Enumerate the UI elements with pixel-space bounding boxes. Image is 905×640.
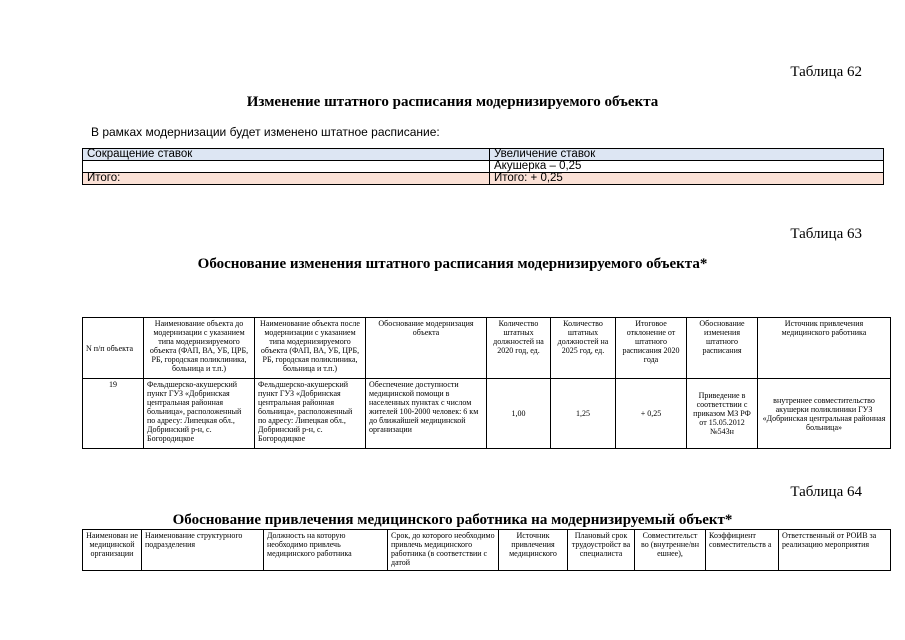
total-cell: Итого: + 0,25	[490, 173, 884, 185]
table-row	[83, 161, 884, 173]
table-cell: Фельдшерско-акушерский пункт ГУЗ «Добринская центральная районная больница», расположенный по адресу: Липецкая обл., Добринский р-н, с. Богородицкое	[144, 379, 255, 449]
header-cell: Совместительст во (внутренне/вн ешнее),	[635, 530, 706, 571]
table-row	[83, 149, 884, 161]
table-row	[83, 379, 891, 449]
header-cell: N п/п объекта	[83, 318, 144, 379]
table-cell: 1,25	[551, 379, 616, 449]
table-cell: 1,00	[487, 379, 551, 449]
header-cell: Увеличение ставок	[490, 149, 884, 161]
table-62-number: Таблица 62	[790, 64, 862, 80]
table-64-title: Обоснование привлечения медицинского работника на модернизируемый объект*	[172, 512, 733, 528]
header-cell: Количество штатных должностей на 2020 год, ед.	[487, 318, 551, 379]
staff-justification-table	[82, 317, 891, 449]
table-cell: Фельдшерско-акушерский пункт ГУЗ «Добринская центральная районная больница», расположенный по адресу: Липецкая обл., Добринский р-н, с. Богородицкое	[255, 379, 366, 449]
staff-change-table	[82, 148, 884, 185]
header-cell: Обоснование модернизация объекта	[366, 318, 487, 379]
table-cell: Приведение в соответствии с приказом МЗ РФ от 15.05.2012 №543н	[687, 379, 758, 449]
table-cell: Обеспечение доступности медицинской помощи в населенных пунктах с числом жителей 100-2000 человек: 6 км до ближайшей медицинской организации	[366, 379, 487, 449]
table-62-intro: В рамках модернизации будет изменено штатное расписание:	[91, 125, 440, 139]
header-cell: Источник привлечения медицинского работника	[758, 318, 891, 379]
table-62-title: Изменение штатного расписания модернизируемого объекта	[246, 94, 659, 110]
header-cell: Наименование объекта до модернизации с указанием типа модернизируемого объекта (ФАП, ВА, УБ, ЦРБ, РБ, городская поликлиника, больница и т.п.)	[144, 318, 255, 379]
table-cell: Акушерка – 0,25	[490, 161, 884, 173]
table-63-number: Таблица 63	[790, 226, 862, 242]
header-cell: Наименован ие медицинской организации	[83, 530, 142, 571]
header-cell: Ответственный от РОИВ за реализацию мероприятия	[779, 530, 891, 571]
header-cell: Наименование структурного подразделения	[142, 530, 264, 571]
header-cell: Итоговое отклонение от штатного расписания 2020 года	[616, 318, 687, 379]
table-cell: 19	[83, 379, 144, 449]
header-cell: Количество штатных должностей на 2025 год, ед.	[551, 318, 616, 379]
table-row	[83, 173, 884, 185]
worker-attraction-table	[82, 529, 891, 571]
header-cell: Срок, до которого необходимо привлечь медицинского работника (в соответствии с датой	[388, 530, 499, 571]
header-cell: Плановый срок трудоустройст ва специалиста	[568, 530, 635, 571]
header-cell: Коэффициент совместительств а	[706, 530, 779, 571]
header-cell: Наименование объекта после модернизации с указанием типа модернизируемого объекта (ФАП, ВА, УБ, ЦРБ, РБ, городская поликлиника, больница и т.п.)	[255, 318, 366, 379]
table-cell	[83, 161, 490, 173]
header-cell: Источник привлечения медицинского	[499, 530, 568, 571]
table-64-number: Таблица 64	[790, 484, 862, 500]
table-cell: + 0,25	[616, 379, 687, 449]
table-63-title: Обоснование изменения штатного расписания модернизируемого объекта*	[197, 256, 708, 272]
table-cell: внутреннее совместительство акушерки поликлиники ГУЗ «Добринская центральная районная больница»	[758, 379, 891, 449]
total-cell: Итого:	[83, 173, 490, 185]
header-cell: Обоснование изменения штатного расписания	[687, 318, 758, 379]
table-row	[83, 530, 891, 571]
header-cell: Сокращение ставок	[83, 149, 490, 161]
table-row	[83, 318, 891, 379]
header-cell: Должность на которую необходимо привлечь медицинского работника	[264, 530, 388, 571]
